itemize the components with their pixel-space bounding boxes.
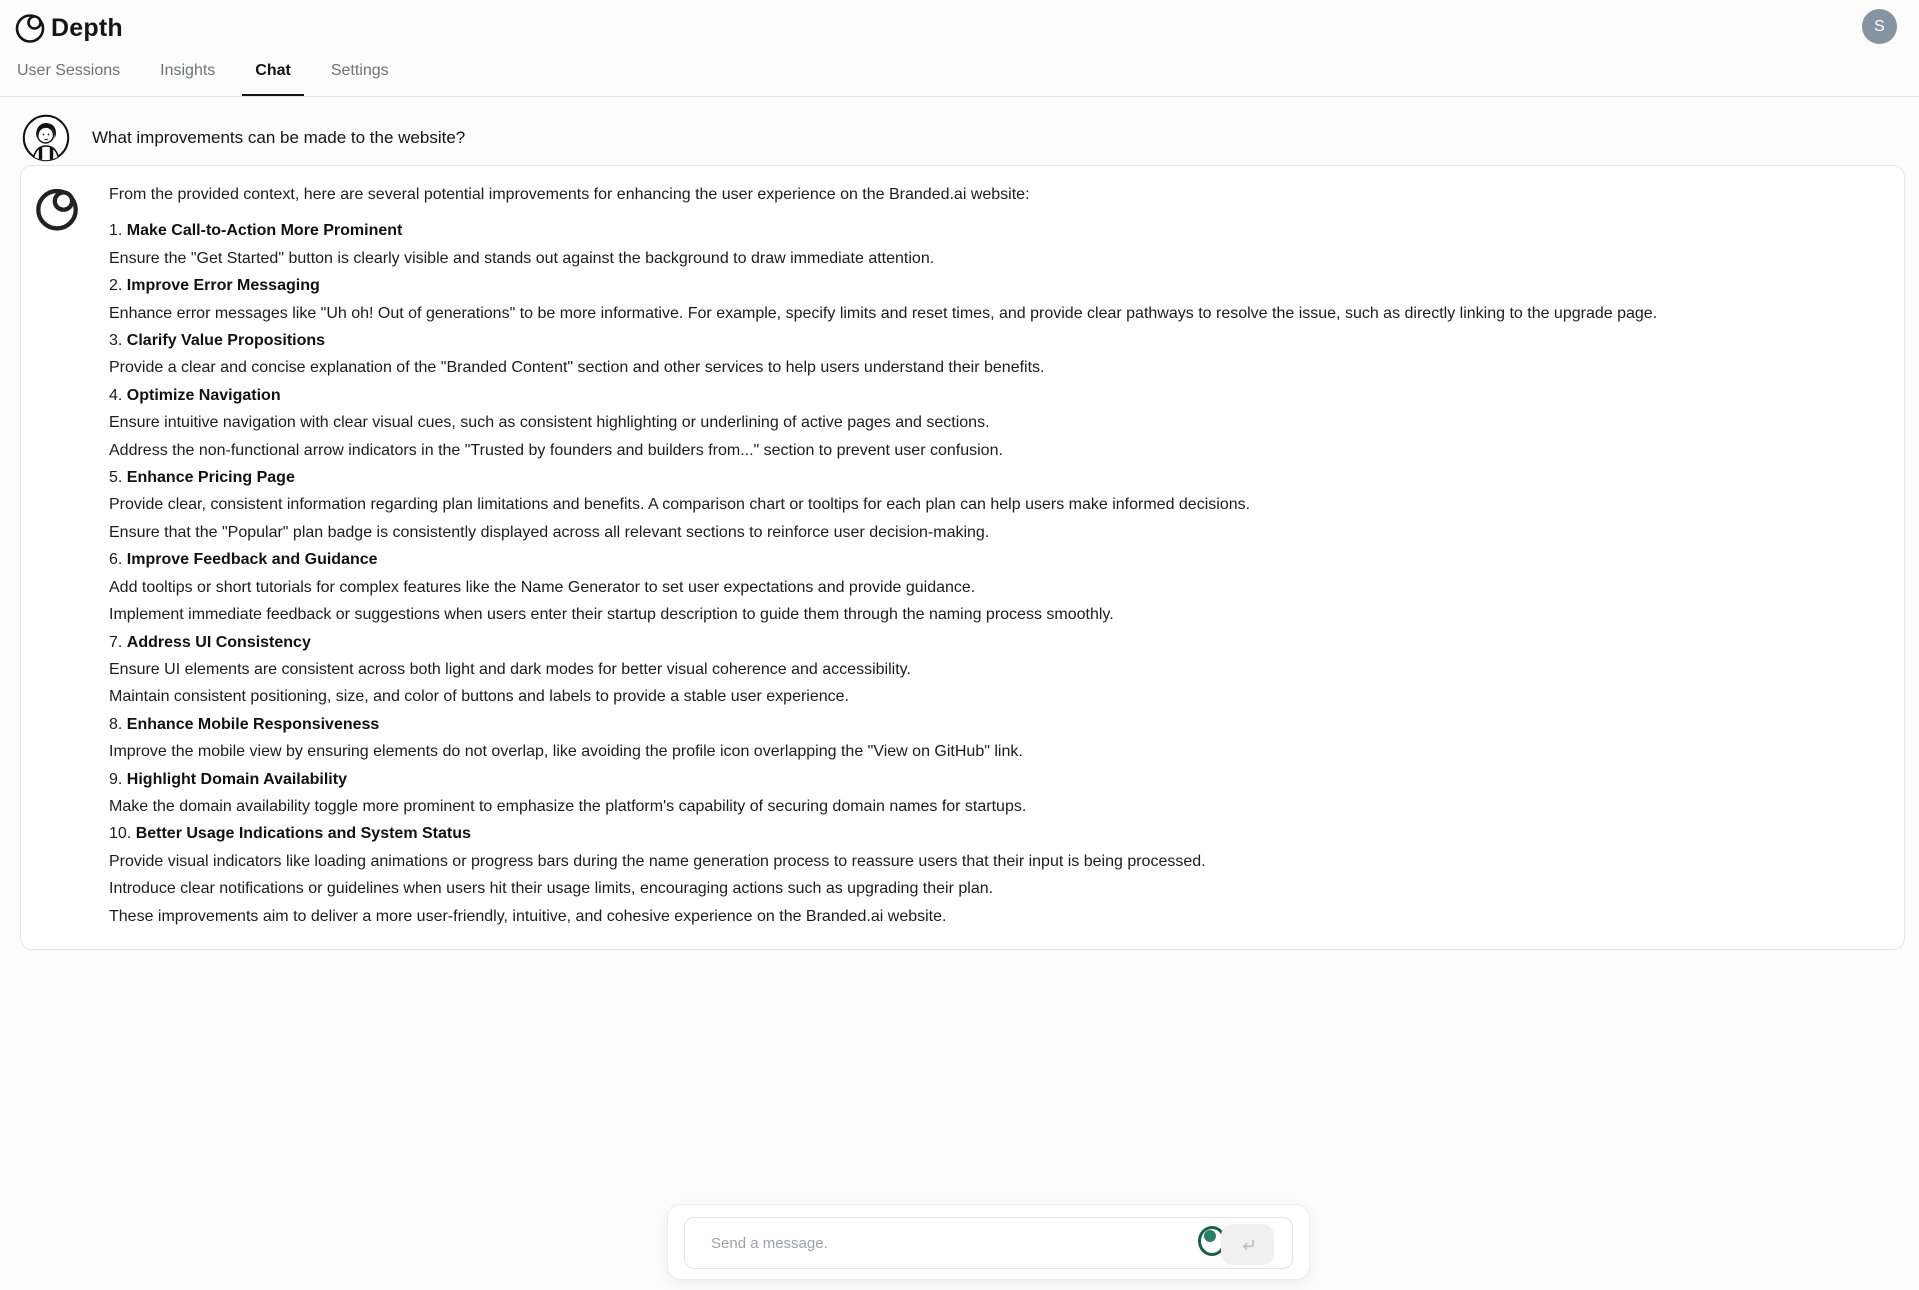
response-text-line: Provide visual indicators like loading animations or progress bars during the name generation process to reassure users that their input is being processed. — [109, 852, 1206, 870]
response-text-line: Address the non-functional arrow indicators in the "Trusted by founders and builders from..." section to prevent user confusion. — [109, 441, 1003, 459]
response-text-line: Ensure that the "Popular" plan badge is consistently displayed across all relevant sections to reinforce user decision-making. — [109, 523, 990, 541]
response-text-line: Ensure UI elements are consistent across both light and dark modes for better visual coherence and accessibility. — [109, 660, 911, 678]
response-text-line: Implement immediate feedback or suggestions when users enter their startup description to guide them through the naming process smoothly. — [109, 606, 1114, 624]
response-text-line: Add tooltips or short tutorials for complex features like the Name Generator to set user expectations and provide guidance. — [109, 578, 976, 596]
assistant-message-card — [20, 165, 1905, 950]
response-text-line: Provide a clear and concise explanation of the "Branded Content" section and other services to help users understand their benefits. — [109, 359, 1045, 377]
response-text-line: Maintain consistent positioning, size, and color of buttons and labels to provide a stable user experience. — [109, 688, 849, 706]
response-item-heading: 5. Enhance Pricing Page — [109, 469, 295, 487]
response-item-heading: 10. Better Usage Indications and System Status — [109, 825, 471, 843]
assistant-depth-logo-icon — [34, 186, 80, 232]
response-item-heading: 6. Improve Feedback and Guidance — [109, 551, 378, 569]
response-text-line: These improvements aim to deliver a more user-friendly, intuitive, and cohesive experience on the Branded.ai website. — [109, 907, 947, 925]
response-text-line: From the provided context, here are several potential improvements for enhancing the user experience on the Branded.ai website: — [109, 186, 1030, 203]
send-message-button[interactable] — [1221, 1224, 1274, 1265]
user-message-row — [22, 114, 465, 162]
response-text-line: Enhance error messages like "Uh oh! Out of generations" to be more informative. For example, specify limits and reset times, and provide clear pathways to resolve the issue, such as directly linking to the upgrade page. — [109, 304, 1658, 322]
tab-user-sessions[interactable]: User Sessions — [17, 62, 121, 79]
response-item-heading: 8. Enhance Mobile Responsiveness — [109, 715, 380, 733]
assistant-message-body — [109, 181, 1889, 930]
tab-chat[interactable]: Chat — [242, 61, 304, 97]
response-item-heading: 1. Make Call-to-Action More Prominent — [109, 222, 403, 240]
response-item-heading: 4. Optimize Navigation — [109, 386, 281, 404]
response-item-heading: 7. Address UI Consistency — [109, 633, 311, 651]
response-text-line: Improve the mobile view by ensuring elements do not overlap, like avoiding the profile icon overlapping the "View on GitHub" link. — [109, 743, 1023, 761]
enter-return-icon — [1237, 1234, 1259, 1256]
composer-card — [667, 1204, 1310, 1280]
user-question-text: What improvements can be made to the website? — [92, 128, 466, 147]
depth-logo-icon — [14, 12, 46, 44]
response-item-heading: 9. Highlight Domain Availability — [109, 770, 347, 788]
response-text-line: Ensure the "Get Started" button is clearly visible and stands out against the background to draw immediate attention. — [109, 249, 935, 267]
response-text-line: Make the domain availability toggle more prominent to emphasize the platform's capability of securing domain names for startups. — [109, 797, 1027, 815]
response-text-line: Ensure intuitive navigation with clear visual cues, such as consistent highlighting or underlining of active pages and sections. — [109, 414, 990, 432]
response-item-heading: 2. Improve Error Messaging — [109, 277, 320, 295]
response-text-line: Provide clear, consistent information regarding plan limitations and benefits. A comparison chart or tooltips for each plan can help users make informed decisions. — [109, 496, 1251, 514]
app-title: Depth — [51, 14, 123, 42]
tab-bar-divider — [0, 96, 1919, 97]
message-input[interactable] — [684, 1217, 1293, 1269]
response-text-line: Introduce clear notifications or guidelines when users hit their usage limits, encouraging actions such as upgrading their plan. — [109, 880, 994, 898]
tab-settings[interactable]: Settings — [330, 62, 389, 79]
tab-insights[interactable]: Insights — [160, 62, 216, 79]
response-item-heading: 3. Clarify Value Propositions — [109, 332, 326, 350]
user-avatar-icon — [22, 114, 70, 162]
tab-bar — [4, 61, 402, 97]
message-input-placeholder: Send a message. — [711, 1235, 828, 1252]
profile-avatar[interactable]: S — [1862, 9, 1897, 44]
